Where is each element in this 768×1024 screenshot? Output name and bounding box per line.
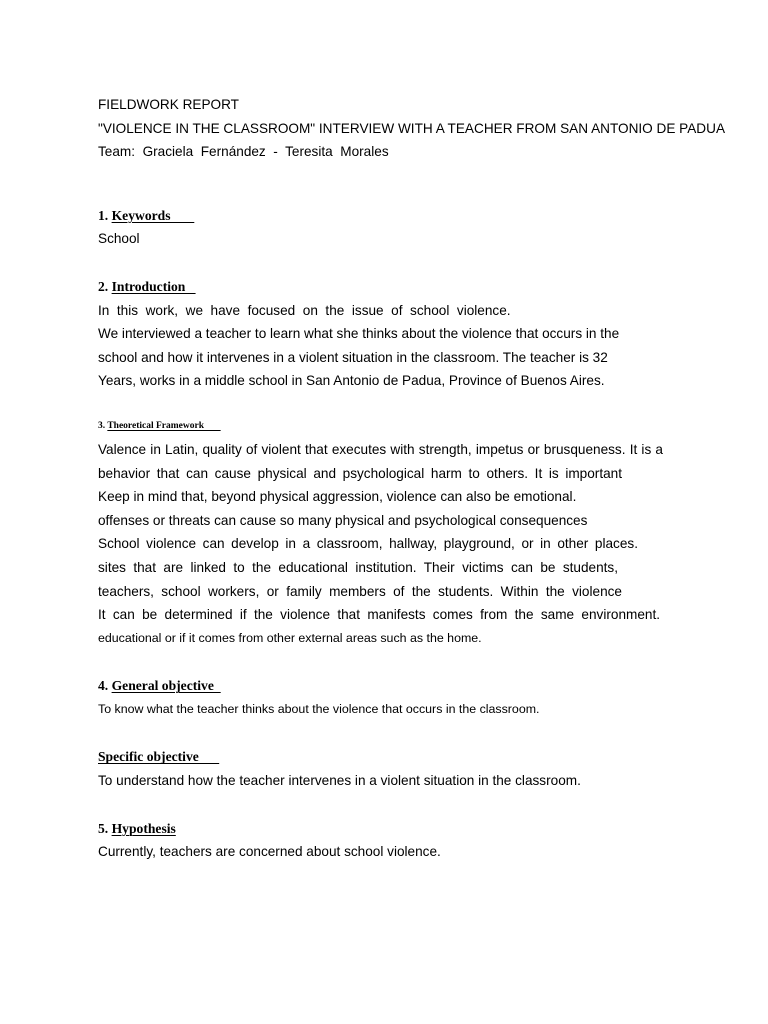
section-title: Introduction [111, 278, 196, 294]
introduction-line-2: We interviewed a teacher to learn what she thinks about the violence that occurs in the [98, 326, 620, 342]
report-label: FIELDWORK REPORT [98, 97, 239, 112]
report-subtitle: "VIOLENCE IN THE CLASSROOM" INTERVIEW WITH A TEACHER FROM SAN ANTONIO DE PADUA [98, 120, 726, 136]
framework-line-6: sites that are linked to the educational institution. Their victims can be students, [98, 559, 618, 575]
specific-objective-heading [98, 745, 698, 769]
framework-line-9: educational or if it comes from other external areas such as the home. [98, 630, 482, 645]
report-content [98, 93, 726, 864]
section-title: Keywords [111, 207, 195, 223]
section-title: Theoretical Framework [107, 420, 221, 431]
team-line: Team: Graciela Fernández - Teresita Morales [98, 144, 389, 160]
framework-line-7: teachers, school workers, or family members of the students. Within the violence [98, 583, 622, 599]
section-number: 2. [98, 278, 112, 294]
framework-line-4: offenses or threats can cause so many physical and psychological consequences [98, 512, 588, 528]
framework-line-3: Keep in mind that, beyond physical aggression, violence can also be emotional. [98, 489, 577, 505]
framework-line-5: School violence can develop in a classroom, hallway, playground, or in other places. [98, 536, 638, 552]
section-number: 5. [98, 820, 112, 836]
section-number: 3. [98, 420, 108, 431]
section-title: Specific objective [98, 749, 220, 765]
hypothesis-heading [98, 817, 698, 841]
introduction-line-1: In this work, we have focused on the issue of school violence. [98, 302, 511, 318]
framework-line-8: It can be determined if the violence that manifests comes from the same environment. [98, 607, 660, 623]
general-objective-body: To know what the teacher thinks about the violence that occurs in the classroom. [98, 701, 540, 716]
introduction-heading [98, 275, 698, 299]
framework-line-2: behavior that can cause physical and psychological harm to others. It is important [98, 465, 622, 481]
section-number: 1. [98, 207, 112, 223]
section-title: General objective [111, 678, 221, 694]
framework-heading [98, 418, 698, 434]
introduction-line-4: Years, works in a middle school in San Antonio de Padua, Province of Buenos Aires. [98, 373, 605, 389]
section-title: Hypothesis [111, 820, 176, 836]
hypothesis-body: Currently, teachers are concerned about school violence. [98, 844, 441, 860]
section-number: 4. [98, 678, 112, 694]
general-objective-heading [98, 674, 698, 698]
introduction-line-3: school and how it intervenes in a violent situation in the classroom. The teacher is 32 [98, 349, 608, 365]
specific-objective-body: To understand how the teacher intervenes in a violent situation in the classroom. [98, 773, 581, 789]
keywords-heading [98, 204, 698, 228]
framework-line-1: Valence in Latin, quality of violent that executes with strength, impetus or brusqueness. It is a [98, 441, 663, 457]
keywords-body: School [98, 231, 140, 247]
